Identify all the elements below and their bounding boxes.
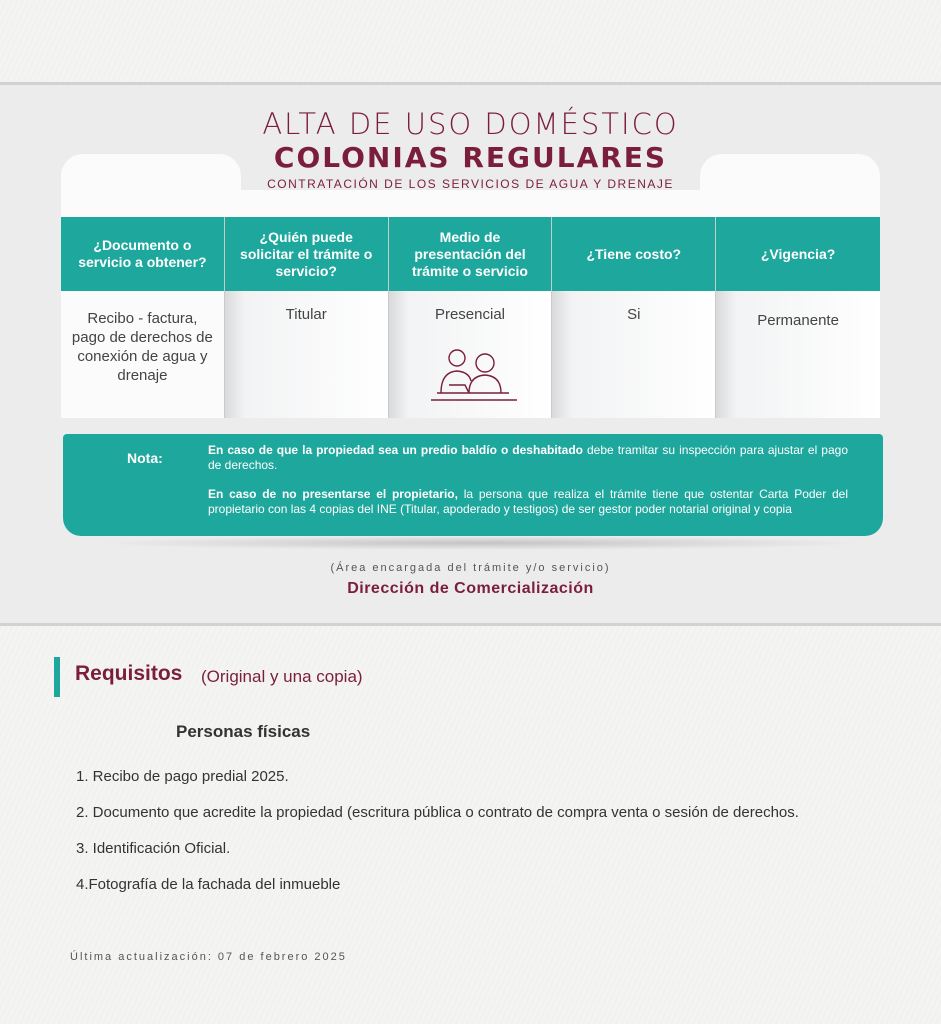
- service-info-table: [61, 217, 880, 418]
- responsible-area-name: Dirección de Comercialización: [347, 580, 594, 597]
- page-title-secondary: COLONIAS REGULARES: [273, 141, 668, 174]
- note-text: la persona que realiza el trámite tiene que ostentar Carta Poder del propietario con las 4 copias del INE (Titular, apoderado y testigos) de ser gestor poder notarial original y copia: [208, 487, 848, 516]
- responsible-area-label: (Área encargada del trámite y/o servicio): [330, 562, 611, 574]
- table-top-band: [196, 190, 746, 220]
- table-header-cell: ¿Quién puede solicitar el trámite o servicio?: [225, 217, 388, 291]
- note-text: debe tramitar su inspección para ajustar el pago de derechos.: [208, 443, 848, 472]
- note-paragraph-1: [208, 443, 848, 473]
- last-updated: Última actualización: 07 de febrero 2025: [70, 951, 347, 963]
- requirement-item: 4.Fotografía de la fachada del inmueble: [76, 876, 341, 893]
- table-header-cell: ¿Documento o servicio a obtener?: [61, 217, 224, 291]
- table-value-cell: Si: [627, 306, 641, 323]
- table-value-cell: Presencial: [434, 306, 506, 323]
- requirement-item: 2. Documento que acredite la propiedad (escritura pública o contrato de compra venta o sesión de derechos.: [76, 804, 799, 821]
- requirements-section-title: Personas físicas: [176, 722, 311, 741]
- requirements-title: Requisitos: [75, 662, 183, 685]
- requirement-item: 1. Recibo de pago predial 2025.: [76, 768, 289, 785]
- page-title: ALTA DE USO DOMÉSTICO: [262, 107, 679, 141]
- requirements-subtitle: (Original y una copia): [201, 667, 363, 686]
- people-at-desk-icon: [429, 345, 519, 405]
- note-shadow: [90, 536, 870, 550]
- requirement-item: 3. Identificación Oficial.: [76, 840, 231, 857]
- table-column-solicitante: [225, 217, 389, 418]
- note-label: Nota:: [127, 450, 163, 466]
- table-column-documento: [61, 217, 225, 418]
- table-column-costo: [552, 217, 716, 418]
- table-value-cell: Titular: [285, 306, 327, 323]
- note-paragraph-2: [208, 487, 848, 517]
- table-header-cell: ¿Vigencia?: [716, 217, 880, 291]
- note-emphasis: En caso de no presentarse el propietario,: [208, 487, 458, 501]
- page-subtitle: CONTRATACIÓN DE LOS SERVICIOS DE AGUA Y DRENAJE: [267, 177, 674, 191]
- table-header-cell: Medio de presentación del trámite o servicio: [389, 217, 552, 291]
- note-emphasis: En caso de que la propiedad sea un predio baldío o deshabitado: [208, 443, 583, 457]
- note-box: [63, 434, 883, 536]
- table-header-cell: ¿Tiene costo?: [552, 217, 715, 291]
- table-column-vigencia: [716, 217, 880, 418]
- table-value-cell: Permanente: [757, 312, 839, 329]
- table-column-medio: [389, 217, 553, 418]
- requirements-accent-bar: [54, 657, 60, 697]
- table-value-cell: Recibo - factura, pago de derechos de conexión de agua y drenaje: [71, 310, 213, 384]
